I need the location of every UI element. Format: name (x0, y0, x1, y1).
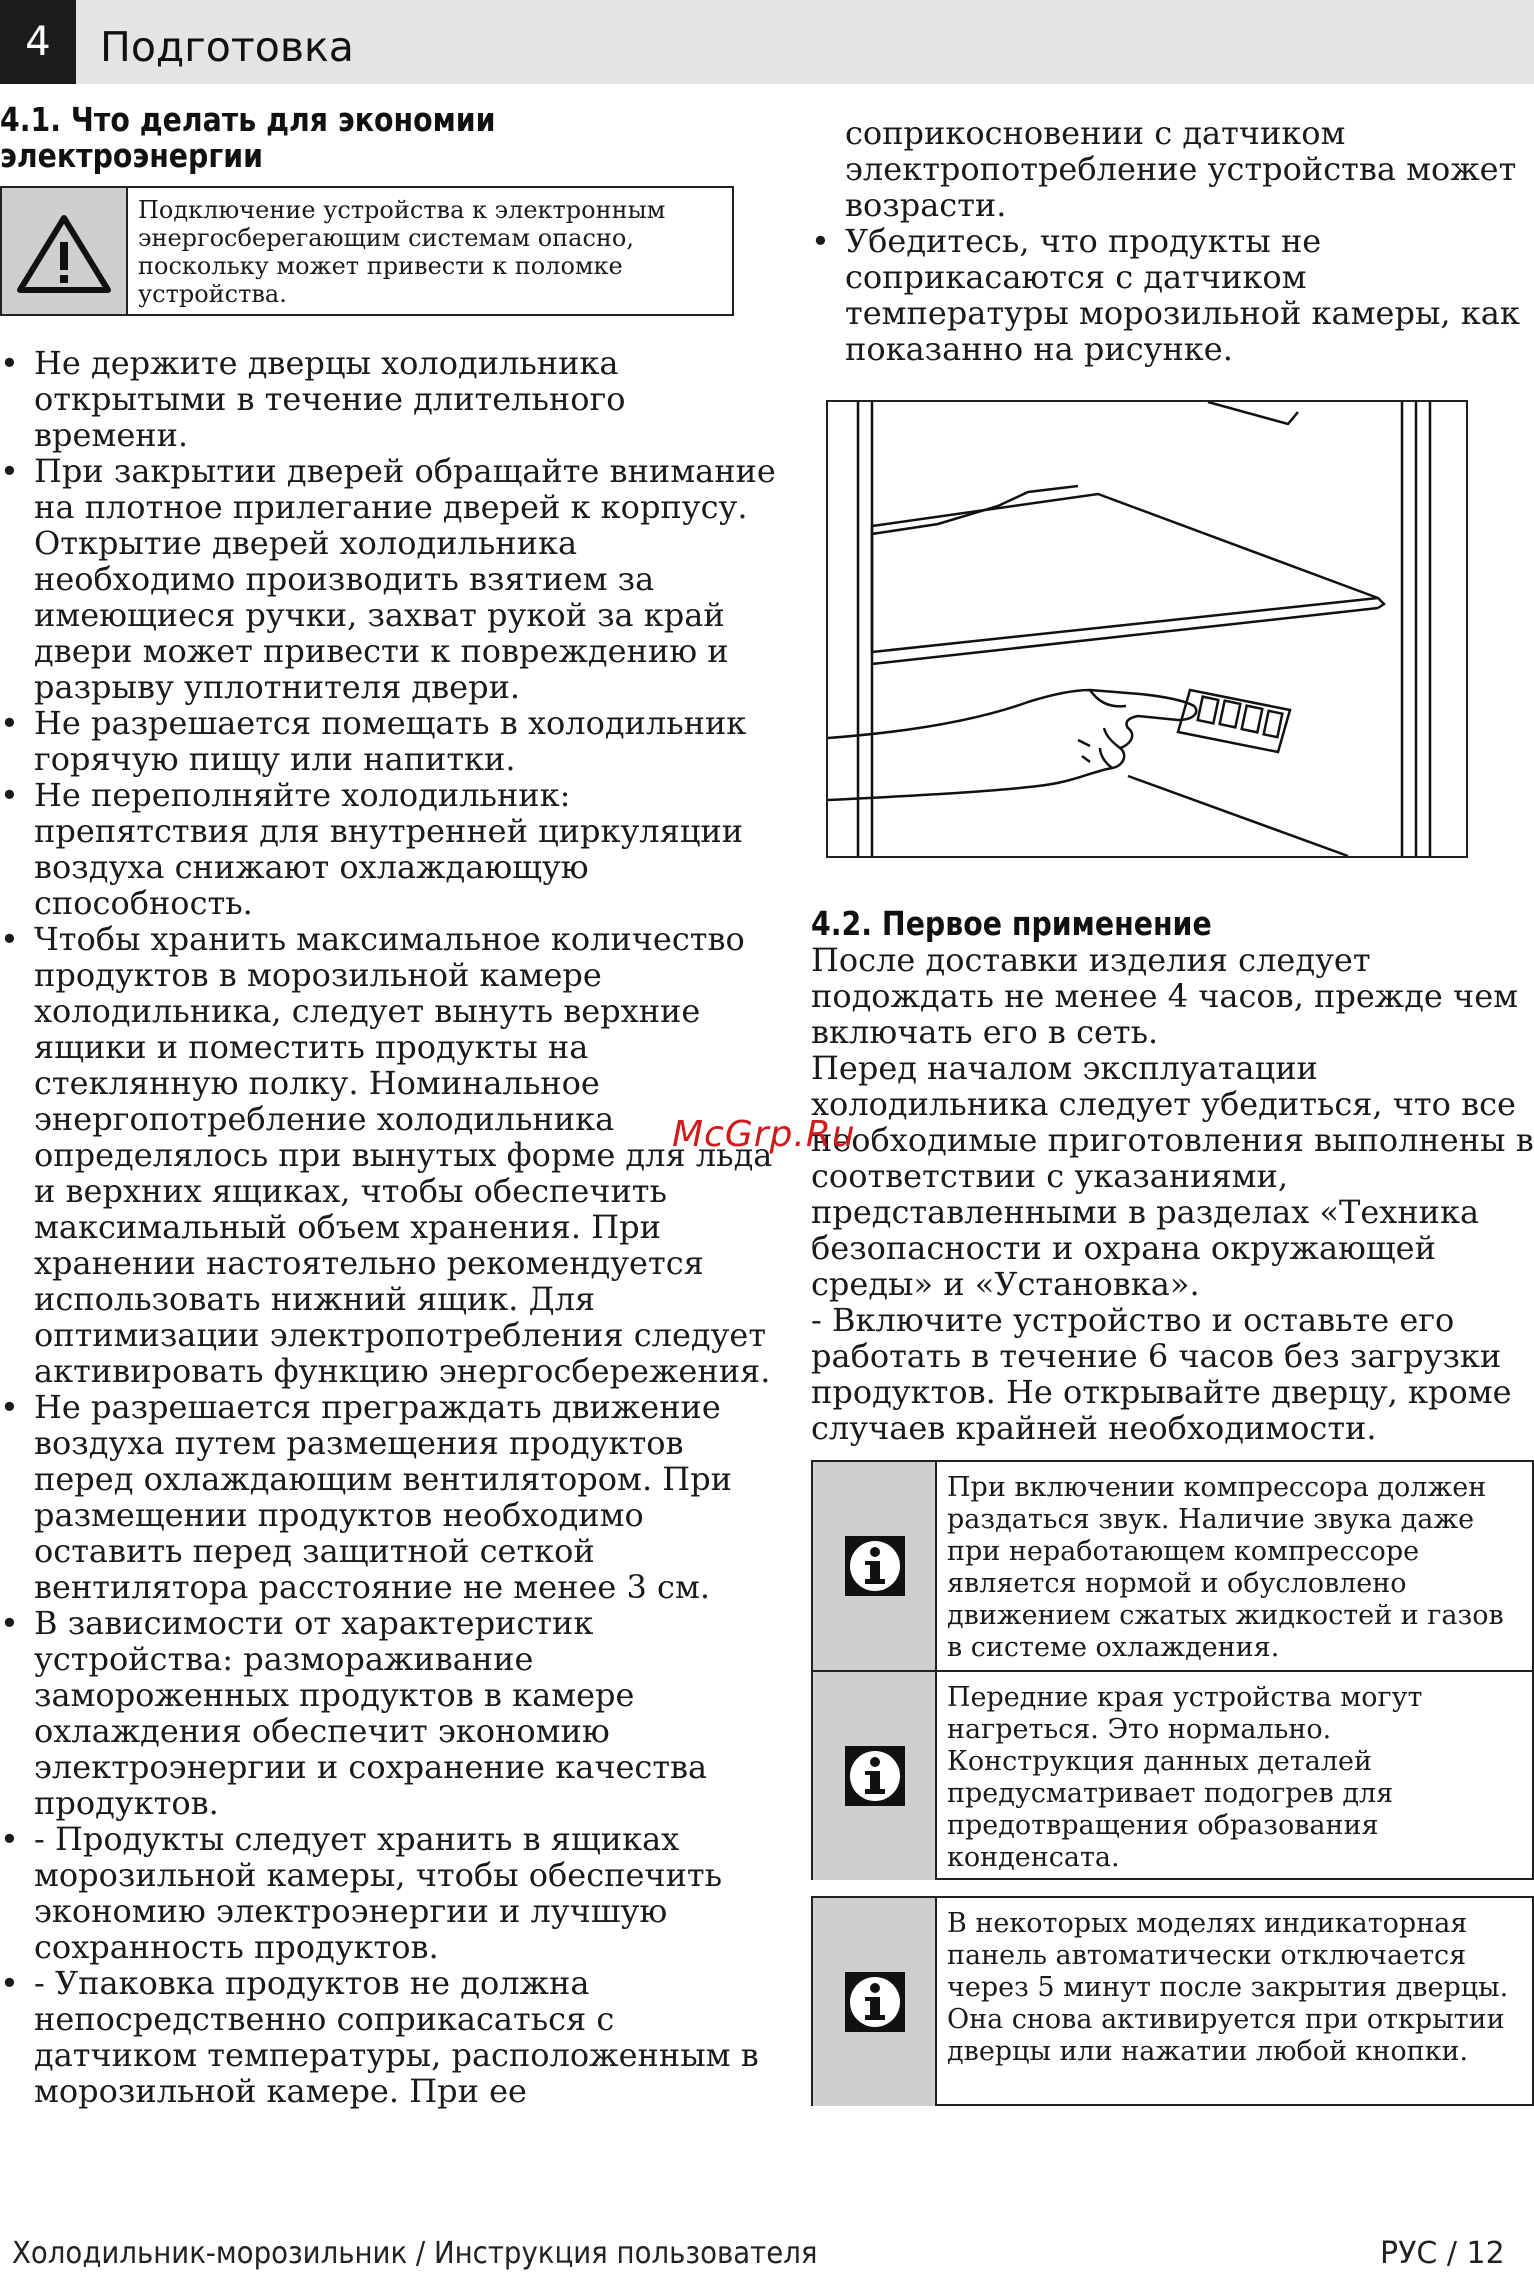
warning-icon-cell (2, 188, 128, 314)
paragraph: Перед началом эксплуатации холодильника следует убедиться, что все необходимые приготовления выполнены в соответствии с указаниями, представленными в разделах «Техника безопасности и охрана окружающей среды» и «Установка». (811, 1049, 1534, 1303)
sensor-illustration (826, 400, 1468, 858)
continued-text: соприкосновении с датчиком электропотребление устройства может возрасти. (845, 114, 1517, 224)
info-icon (843, 1970, 907, 2034)
warning-box (0, 186, 734, 316)
list-item: • Не держите дверцы холодильника открытыми в течение длительного времени. (0, 345, 780, 453)
chapter-number: 4 (0, 0, 76, 84)
chapter-title: Подготовка (100, 23, 354, 71)
section-title-4-1-line1: 4.1. Что делать для экономии (0, 100, 496, 139)
list-item: • В зависимости от характеристик устройства: размораживание замороженных продуктов в камере охлаждения обеспечит экономию электроэнергии и сохранение качества продуктов. (0, 1605, 780, 1821)
tips-list (0, 345, 780, 2109)
section-title-4-2: 4.2. Первое применение (811, 904, 1212, 943)
list-item: • - Продукты следует хранить в ящиках морозильной камеры, чтобы обеспечить экономию электроэнергии и лучшую сохранность продуктов. (0, 1821, 780, 1965)
info-note-text: Передние края устройства могут нагреться. Это нормально. Конструкция данных деталей предусматривает подогрев для предотвращения образования конденсата. (947, 1682, 1423, 1873)
list-item: • Убедитесь, что продукты не соприкасаются с датчиком температуры морозильной камеры, как показанно на рисунке. (811, 223, 1534, 367)
warning-triangle-icon (16, 214, 112, 294)
info-note (813, 1670, 1532, 1880)
first-use-text (811, 942, 1534, 1446)
info-note-text: При включении компрессора должен раздаться звук. Наличие звука даже при неработающем компрессоре является нормой и обусловлено движением сжатых жидкостей и газов в системе охлаждения. (947, 1472, 1504, 1663)
info-icon (843, 1534, 907, 1598)
info-notes-group (811, 1460, 1534, 1880)
hand-sensor-drawing (828, 402, 1466, 856)
info-icon-cell (813, 1672, 937, 1880)
info-note-box (811, 1896, 1534, 2106)
info-icon-cell (813, 1462, 937, 1670)
list-item: • Не разрешается помещать в холодильник горячую пищу или напитки. (0, 705, 780, 777)
info-icon (843, 1744, 907, 1808)
footer-document-title: Холодильник-морозильник / Инструкция пользователя (12, 2236, 818, 2271)
section-title-4-1-line2: электроэнергии (0, 136, 263, 175)
footer-page-number: РУС / 12 (1380, 2236, 1505, 2271)
paragraph: После доставки изделия следует подождать не менее 4 часов, прежде чем включать его в сеть. (811, 941, 1519, 1051)
list-item: • При закрытии дверей обращайте внимание на плотное прилегание дверей к корпусу. Открытие дверей холодильника необходимо производить взятием за имеющиеся ручки, захват рукой за край двери может привести к повреждению и разрыву уплотнителя двери. (0, 453, 780, 705)
info-note (813, 1898, 1532, 2106)
list-item: • Не переполняйте холодильник: препятствия для внутренней циркуляции воздуха снижают охлаждающую способность. (0, 777, 780, 921)
info-note-text: В некоторых моделях индикаторная панель автоматически отключается через 5 минут после закрытия дверцы. Она снова активируется при открытии дверцы или нажатии любой кнопки. (947, 1908, 1509, 2067)
list-item: • Не разрешается преграждать движение воздуха путем размещения продуктов перед охлаждающим вентилятором. При размещении продуктов необходимо оставить перед защитной сеткой вентилятора расстояние не менее 3 см. (0, 1389, 780, 1605)
list-item: • - Упаковка продуктов не должна непосредственно соприкасаться с датчиком температуры, расположенным в морозильной камере. При ее (0, 1965, 780, 2109)
list-item: • Чтобы хранить максимальное количество продуктов в морозильной камере холодильника, следует вынуть верхние ящики и поместить продукты на стеклянную полку. Номинальное энергопотребление холодильника определялось при вынутых форме для льда и верхних ящиках, чтобы обеспечить максимальный объем хранения. При хранении настоятельно рекомендуется использовать нижний ящик. Для оптимизации электропотребления следует активировать функцию энергосбережения. (0, 921, 780, 1389)
info-note (813, 1462, 1532, 1670)
right-tips-list (811, 223, 1534, 367)
watermark: McGrp.Ru (672, 1114, 856, 1155)
info-icon-cell (813, 1898, 937, 2106)
warning-text: Подключение устройства к электронным энергосберегающим системам опасно, поскольку может привести к поломке устройства. (138, 196, 666, 308)
paragraph: - Включите устройство и оставьте его работать в течение 6 часов без загрузки продуктов. Не открывайте дверцу, кроме случаев крайней необходимости. (811, 1301, 1512, 1447)
